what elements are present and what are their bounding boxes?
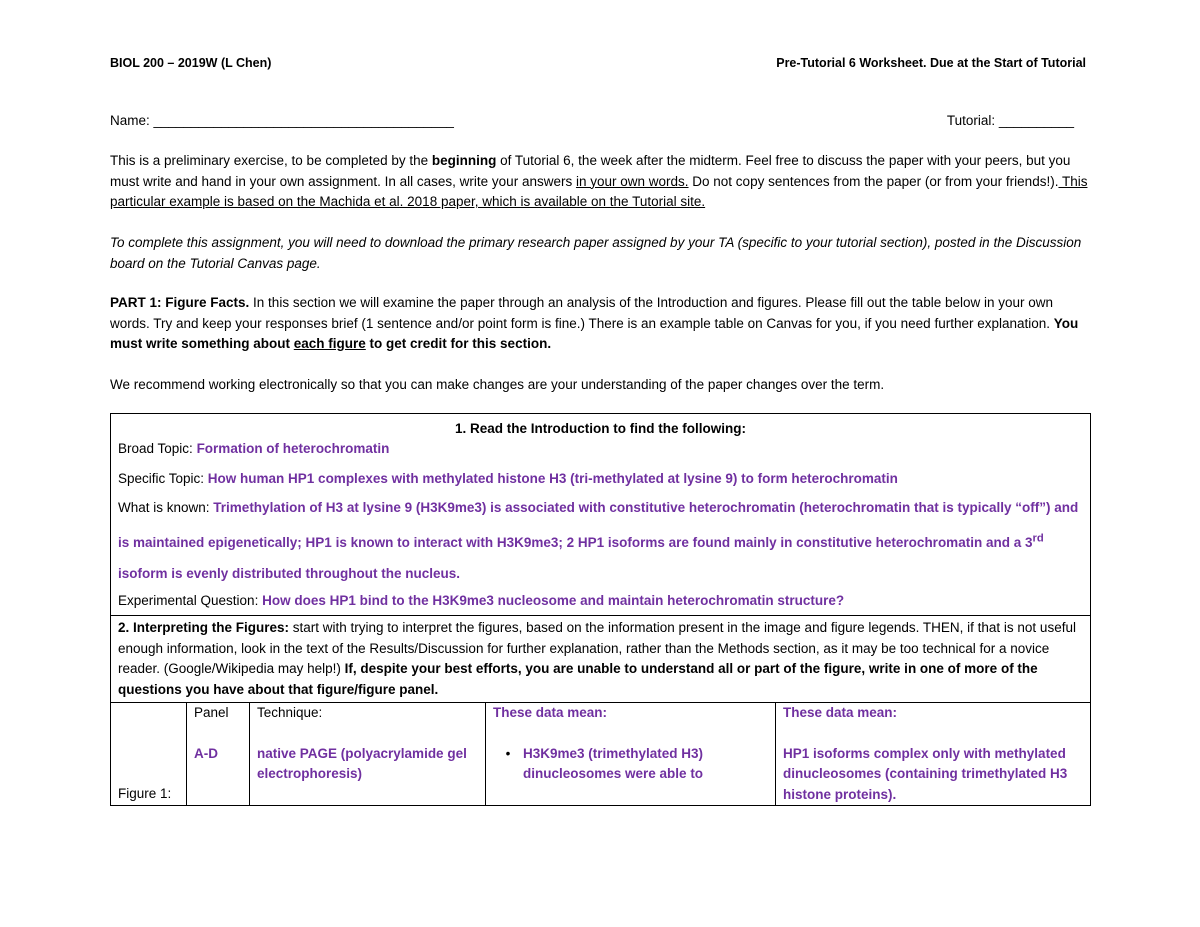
data-meaning-header-1: These data mean:	[493, 705, 608, 720]
figure-1-row	[111, 703, 1091, 806]
broad-topic-label: Broad Topic:	[118, 441, 197, 456]
intro-text-c: of Tutorial 6, the week after the midterm. Feel free to discuss the paper with your peers, but you must write and hand in your own assignment. In all cases, write your answers	[110, 153, 1071, 189]
interp-text: start with trying to interpret the figures, based on the information present in the image and figure legends. THEN, if that is not useful enough information, look in the text of the Results/Discussion for further explanation, rather than the Methods section, as it may be too technical for a novice reader. (Google/Wikipedia may help!)	[118, 620, 1076, 676]
intro-paragraph	[110, 151, 1095, 213]
introduction-cell	[111, 414, 1091, 616]
data-meaning-header-2: These data mean:	[783, 705, 898, 720]
panel-cell	[187, 703, 250, 806]
what-is-known-line	[118, 493, 1083, 589]
panel-header: Panel	[194, 705, 229, 720]
part1-text-b: Figure Facts.	[165, 295, 250, 310]
data-meaning-cell-2	[776, 703, 1091, 806]
experimental-question-line	[118, 591, 1083, 611]
technique-cell	[250, 703, 486, 806]
interpreting-figures-cell	[111, 616, 1091, 703]
part1-text-a: PART 1:	[110, 295, 166, 310]
interp-heading: 2. Interpreting the Figures:	[118, 620, 290, 635]
interp-text-bold: If, despite your best efforts, you are unable to understand all or part of the figure, write in one of more of the questions you have about that figure/figure panel.	[118, 661, 1038, 697]
figure-1-label: Figure 1:	[111, 703, 187, 806]
data-meaning-value-2[interactable]: HP1 isoforms complex only with methylated dinucleosomes (containing trimethylated H3 histone proteins).	[783, 745, 1068, 802]
broad-topic-value[interactable]: Formation of heterochromatin	[196, 441, 390, 456]
panel-value[interactable]: A-D	[194, 745, 218, 761]
what-is-known-value[interactable]	[118, 500, 1078, 581]
technique-value[interactable]: native PAGE (polyacrylamide gel electrophoresis)	[257, 745, 467, 781]
intro-text-f: This particular example is based on the Machida et al. 2018 paper, which is available on the Tutorial site.	[110, 173, 1088, 209]
figure-facts-table	[110, 413, 1091, 806]
intro-text-a: This is a preliminary exercise, to be completed by the	[110, 153, 432, 168]
worksheet-title: Pre-Tutorial 6 Worksheet. Due at the Start of Tutorial	[776, 56, 1086, 70]
recommend-paragraph: We recommend working electronically so that you can make changes are your understanding of the paper changes over the term.	[110, 377, 885, 392]
broad-topic-line	[118, 439, 1083, 459]
name-tutorial-row	[110, 113, 1074, 133]
bullet-icon: •	[505, 745, 511, 761]
part1-paragraph	[110, 293, 1095, 355]
experimental-question-label: Experimental Question:	[118, 593, 263, 608]
what-is-known-superscript: rd	[1032, 532, 1044, 545]
specific-topic-line	[118, 469, 1083, 489]
intro-text-b: beginning	[431, 153, 497, 168]
part1-text-e: each figure	[293, 336, 366, 351]
what-is-known-text-1: Trimethylation of H3 at lysine 9 (H3K9me3) is associated with constitutive heterochromatin (heterochromatin that is typically “off”) and is maintained epigenetically; HP1 is known to interact with H3K9me3; 2 HP1 isoforms are found mainly in constitutive heterochromatin and a 3	[118, 500, 1079, 550]
part1-text-d: You must write something about	[110, 315, 1079, 351]
technique-header: Technique:	[257, 705, 323, 720]
data-meaning-cell-1	[486, 703, 776, 806]
course-header: BIOL 200 – 2019W (L Chen)	[110, 56, 272, 70]
instruction-paragraph: To complete this assignment, you will need to download the primary research paper assigned by your TA (specific to your tutorial section), posted in the Discussion board on the Tutorial Canvas page.	[110, 235, 1082, 271]
specific-topic-value[interactable]: How human HP1 complexes with methylated histone H3 (tri-methylated at lysine 9) to form heterochromatin	[207, 471, 898, 486]
name-field[interactable]: Name: ________________________________________	[110, 113, 454, 128]
specific-topic-label: Specific Topic:	[118, 471, 208, 486]
part1-text-f: to get credit for this section.	[365, 336, 552, 351]
what-is-known-label: What is known:	[118, 500, 214, 515]
experimental-question-value[interactable]: How does HP1 bind to the H3K9me3 nucleosome and maintain heterochromatin structure?	[262, 593, 845, 608]
intro-section-title: 1. Read the Introduction to find the following:	[455, 421, 746, 436]
data-meaning-value-1[interactable]: H3K9me3 (trimethylated H3) dinucleosomes were able to	[523, 745, 704, 781]
intro-text-d: in your own words.	[575, 173, 689, 189]
intro-text-e: Do not copy sentences from the paper (or from your friends!).	[688, 173, 1059, 189]
what-is-known-text-2: isoform is evenly distributed throughout the nucleus.	[118, 565, 461, 581]
part1-text-c: In this section we will examine the paper through an analysis of the Introduction and figures. Please fill out the table below in your own words. Try and keep your responses brief (1 sentence and/or point form is fine.) There is an example table on Canvas for you, if you need further explanation.	[110, 295, 1054, 331]
data-meaning-bullet	[493, 744, 768, 785]
tutorial-field[interactable]: Tutorial: __________	[946, 113, 1074, 128]
